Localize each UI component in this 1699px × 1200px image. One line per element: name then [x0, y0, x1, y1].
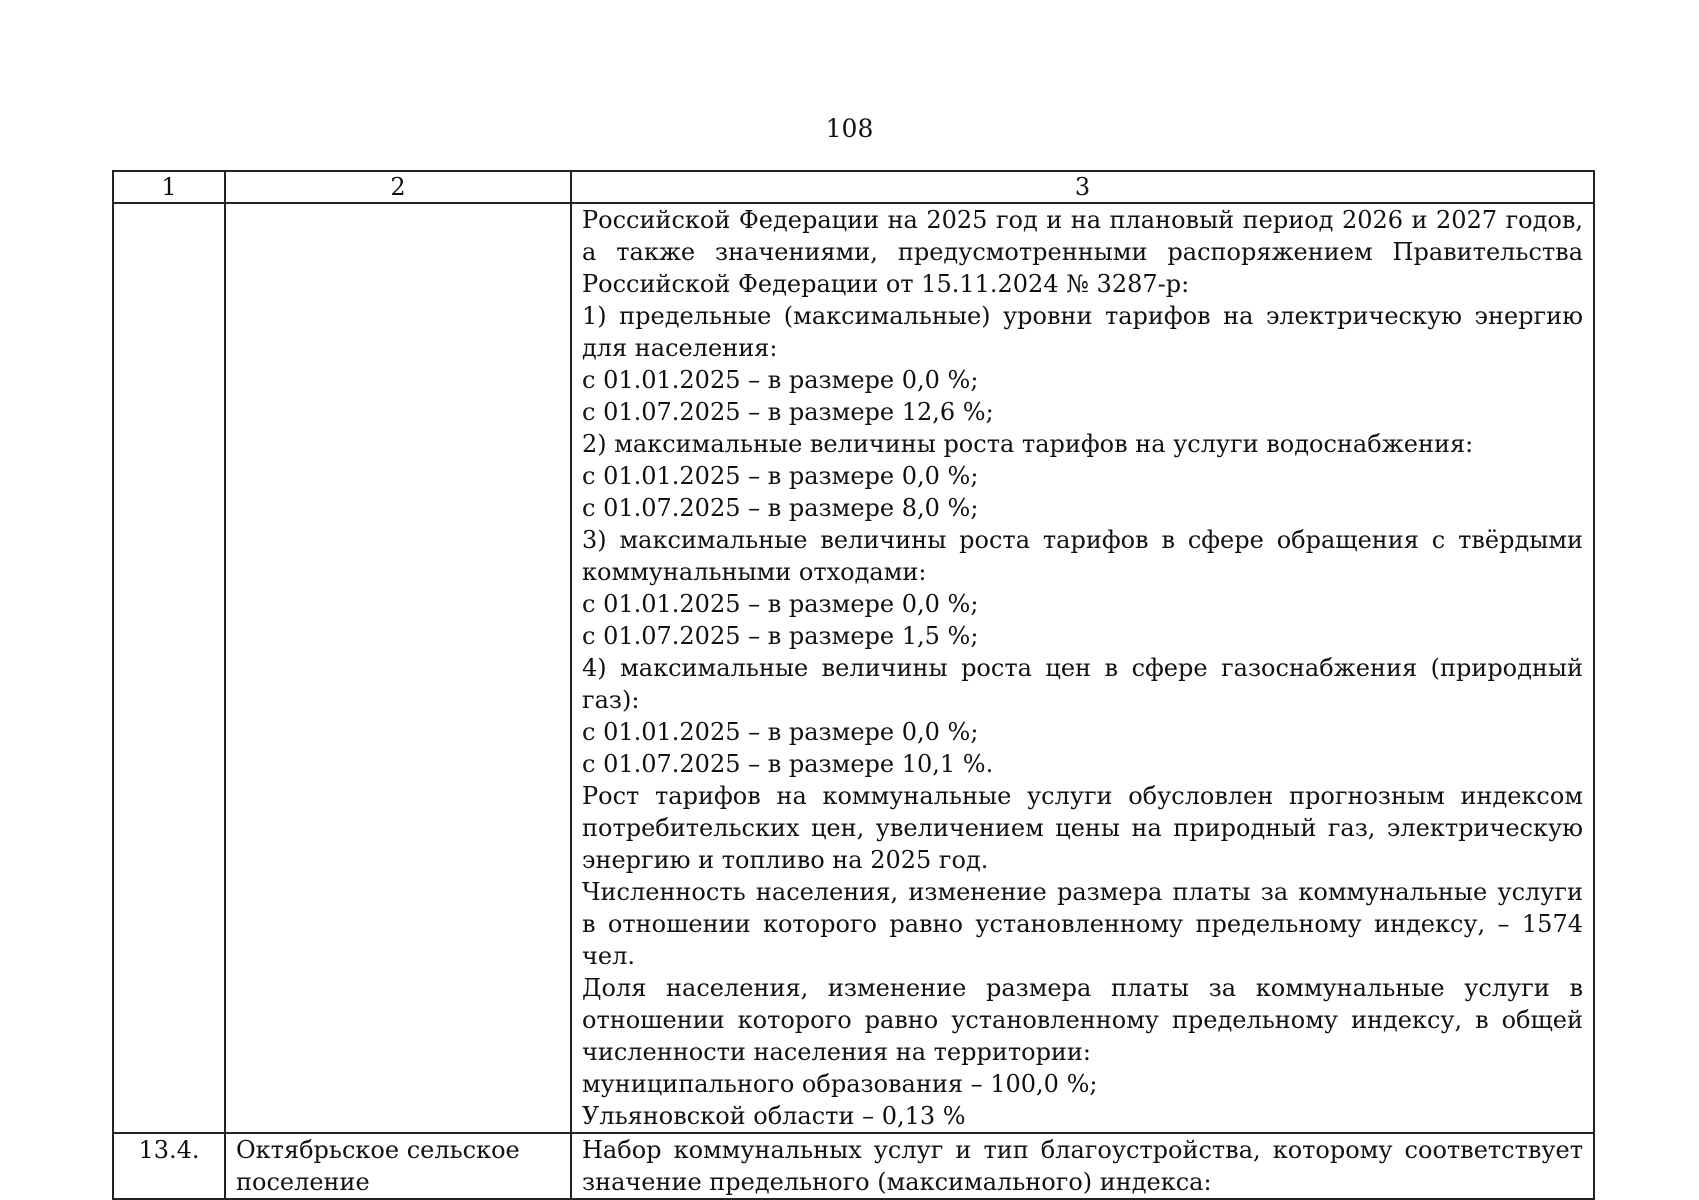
- paragraph: с 01.07.2025 – в размере 1,5 %;: [582, 622, 979, 650]
- column-header-3: 3: [571, 171, 1594, 203]
- paragraph: Доля населения, изменение размера платы за коммунальные услуги в отношении которого равно установленному предельному индексу, в общей численности населения на территории:: [582, 974, 1583, 1066]
- description-cell: [571, 1133, 1594, 1199]
- paragraph: Численность населения, изменение размера платы за коммунальные услуги в отношении которого равно установленному предельному индексу, – 1574 чел.: [582, 878, 1583, 970]
- paragraph: 4) максимальные величины роста цен в сфере газоснабжения (природный газ):: [582, 654, 1583, 714]
- paragraph: с 01.07.2025 – в размере 12,6 %;: [582, 398, 994, 426]
- row-number: 13.4.: [138, 1136, 200, 1164]
- column-header-1: 1: [113, 171, 225, 203]
- paragraph: Набор коммунальных услуг и тип благоустройства, которому соответствует значение предельного (максимального) индекса:: [582, 1136, 1583, 1196]
- row-number-cell: [113, 1133, 225, 1199]
- paragraph: Ульяновской области – 0,13 %: [582, 1102, 966, 1130]
- paragraph: 2) максимальные величины роста тарифов на услуги водоснабжения:: [582, 430, 1474, 458]
- table-row: [113, 203, 1594, 1133]
- paragraph: с 01.07.2025 – в размере 8,0 %;: [582, 494, 979, 522]
- paragraph: с 01.01.2025 – в размере 0,0 %;: [582, 590, 979, 618]
- settlement-name-cell: [225, 1133, 571, 1199]
- row-number-cell: [113, 203, 225, 1133]
- description-text: [582, 1134, 1583, 1198]
- page-number: 108: [825, 114, 874, 143]
- paragraph: с 01.01.2025 – в размере 0,0 %;: [582, 718, 979, 746]
- paragraph: с 01.07.2025 – в размере 10,1 %.: [582, 750, 994, 778]
- column-header-2: 2: [225, 171, 571, 203]
- settlement-name-cell: [225, 203, 571, 1133]
- settlement-name: Октябрьское сельское поселение: [236, 1136, 520, 1196]
- tariff-table: [112, 170, 1595, 1200]
- paragraph: муниципального образования – 100,0 %;: [582, 1070, 1098, 1098]
- paragraph: Рост тарифов на коммунальные услуги обусловлен прогнозным индексом потребительских цен, увеличением цены на природный газ, электрическую энергию и топливо на 2025 год.: [582, 782, 1583, 874]
- paragraph: с 01.01.2025 – в размере 0,0 %;: [582, 366, 979, 394]
- description-cell: [571, 203, 1594, 1133]
- paragraph: с 01.01.2025 – в размере 0,0 %;: [582, 462, 979, 490]
- table-header-row: [113, 171, 1594, 203]
- table-row: [113, 1133, 1594, 1199]
- paragraph: Российской Федерации на 2025 год и на плановый период 2026 и 2027 годов, а также значениями, предусмотренными распоряжением Правительства Российской Федерации от 15.11.2024 № 3287-р:: [582, 206, 1583, 298]
- paragraph: 3) максимальные величины роста тарифов в сфере обращения с твёрдыми коммунальными отходами:: [582, 526, 1583, 586]
- description-text: [582, 204, 1583, 1132]
- paragraph: 1) предельные (максимальные) уровни тарифов на электрическую энергию для населения:: [582, 302, 1583, 362]
